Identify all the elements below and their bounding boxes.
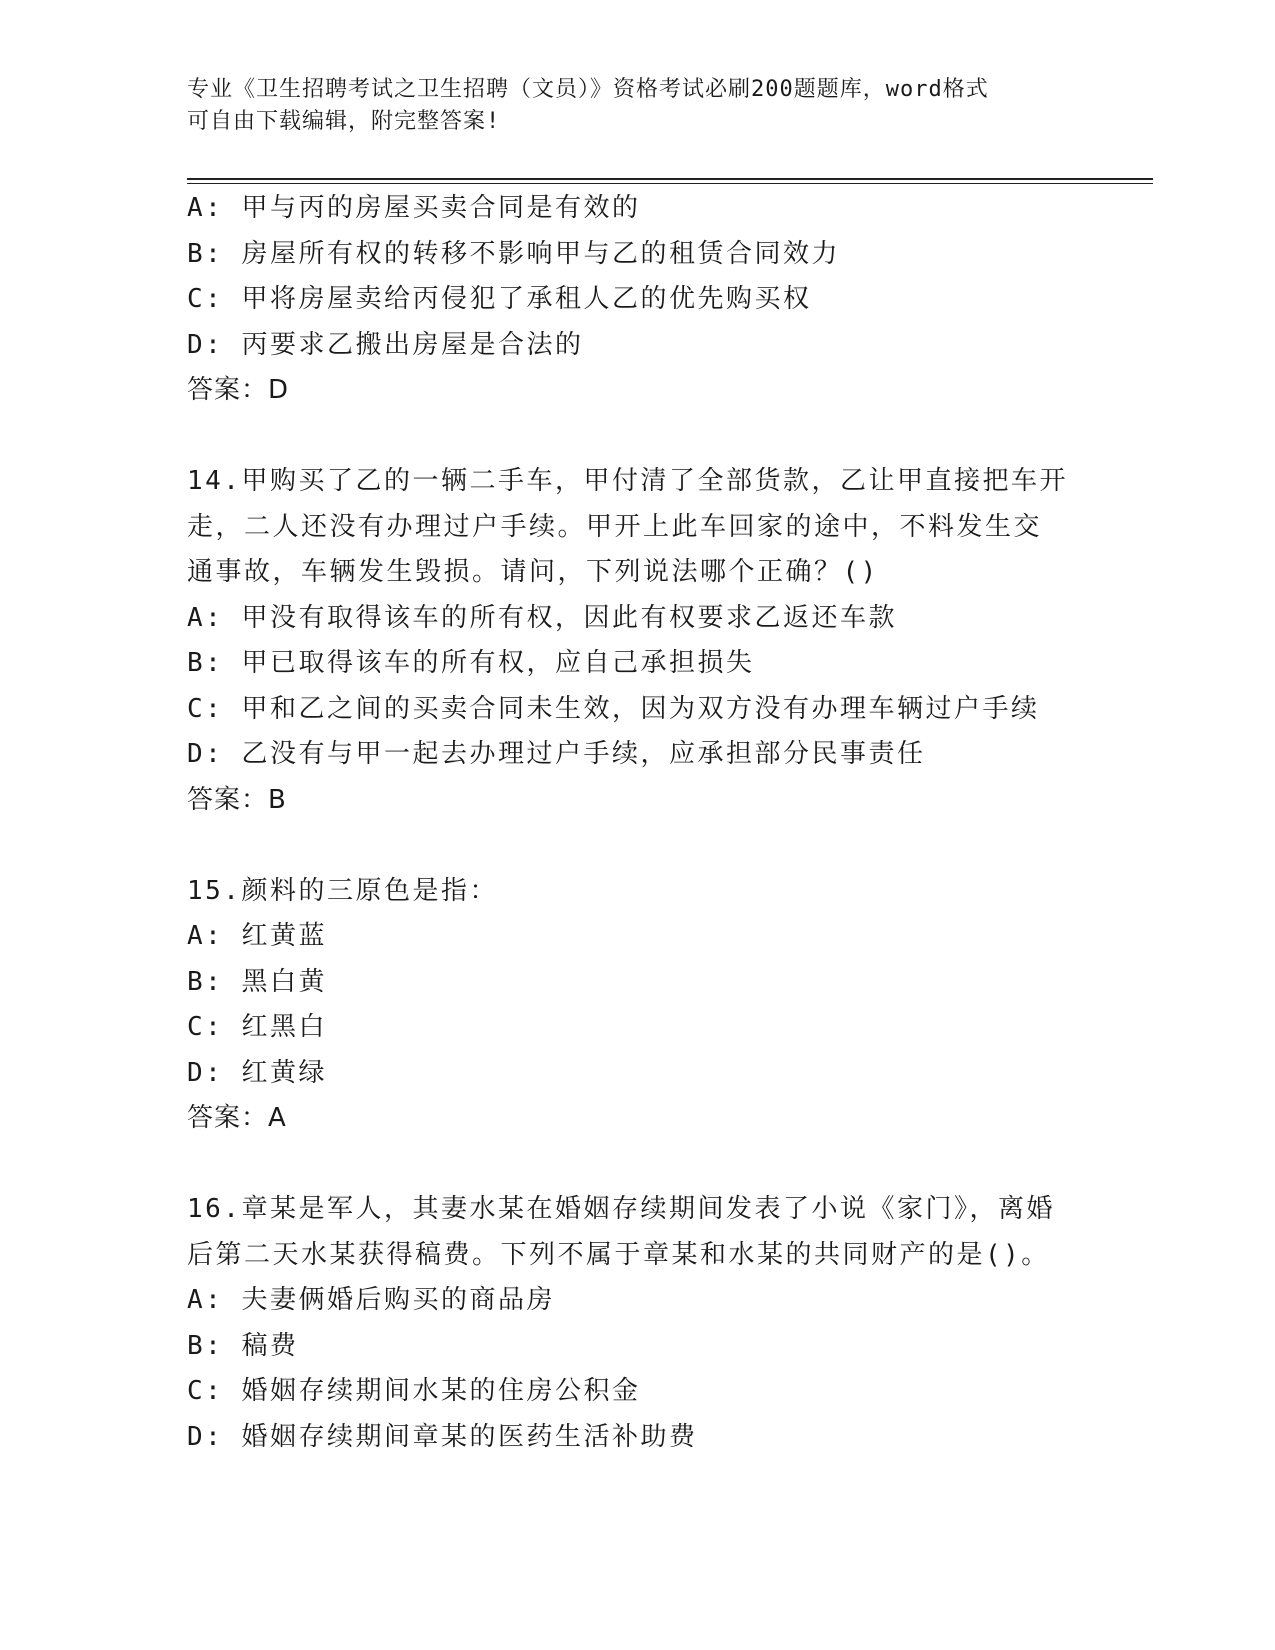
- question-stem-line: 14.甲购买了乙的一辆二手车，甲付清了全部货款，乙让甲直接把车开: [187, 466, 1068, 496]
- answer: 答案：D: [187, 375, 290, 405]
- option-d: D: 婚姻存续期间章某的医药生活补助费: [187, 1421, 698, 1452]
- option-a: A: 红黄蓝: [187, 921, 327, 951]
- page-header: [187, 74, 1087, 138]
- answer: 答案：A: [187, 1103, 287, 1133]
- question-14: [187, 459, 1087, 823]
- option-c: C: 甲将房屋卖给丙侵犯了承租人乙的优先购买权: [187, 284, 812, 314]
- spacer: [187, 414, 1087, 460]
- option-a: A: 甲与丙的房屋买卖合同是有效的: [187, 193, 641, 223]
- question-list: [187, 186, 1087, 1460]
- question-16: [187, 1187, 1087, 1460]
- option-b: B: 甲已取得该车的所有权，应自己承担损失: [187, 648, 755, 678]
- question-13: [187, 186, 1087, 414]
- option-a: A: 甲没有取得该车的所有权，因此有权要求乙返还车款: [187, 602, 897, 633]
- option-c: C: 甲和乙之间的买卖合同未生效，因为双方没有办理车辆过户手续: [187, 693, 1040, 724]
- option-b: B: 稿费: [187, 1330, 299, 1361]
- question-stem-line: 16.章某是军人，其妻水某在婚姻存续期间发表了小说《家门》，离婚: [187, 1194, 1055, 1224]
- option-d: D: 乙没有与甲一起去办理过户手续，应承担部分民事责任: [187, 739, 926, 769]
- spacer: [187, 1142, 1087, 1188]
- header-line-1: 专业《卫生招聘考试之卫生招聘（文员）》资格考试必刷200题题库，word格式: [187, 77, 989, 102]
- option-c: C: 红黑白: [187, 1012, 327, 1042]
- question-15: [187, 869, 1087, 1142]
- option-d: D: 红黄绿: [187, 1057, 327, 1088]
- question-stem-line: 15.颜料的三原色是指：: [187, 875, 498, 906]
- question-stem-line: 通事故，车辆发生毁损。请问，下列说法哪个正确？(): [187, 557, 879, 587]
- answer: 答案：B: [187, 784, 287, 815]
- header-line-2: 可自由下载编辑，附完整答案!: [187, 109, 501, 134]
- header-divider: [187, 178, 1153, 184]
- question-stem-line: 后第二天水某获得稿费。下列不属于章某和水某的共同财产的是()。: [187, 1239, 1050, 1270]
- option-b: B: 黑白黄: [187, 966, 327, 997]
- spacer: [187, 823, 1087, 869]
- option-b: B: 房屋所有权的转移不影响甲与乙的租赁合同效力: [187, 238, 840, 269]
- option-d: D: 丙要求乙搬出房屋是合法的: [187, 329, 584, 360]
- option-a: A: 夫妻俩婚后购买的商品房: [187, 1285, 555, 1315]
- option-c: C: 婚姻存续期间水某的住房公积金: [187, 1376, 641, 1406]
- question-stem-line: 走，二人还没有办理过户手续。甲开上此车回家的途中，不料发生交: [187, 511, 1043, 542]
